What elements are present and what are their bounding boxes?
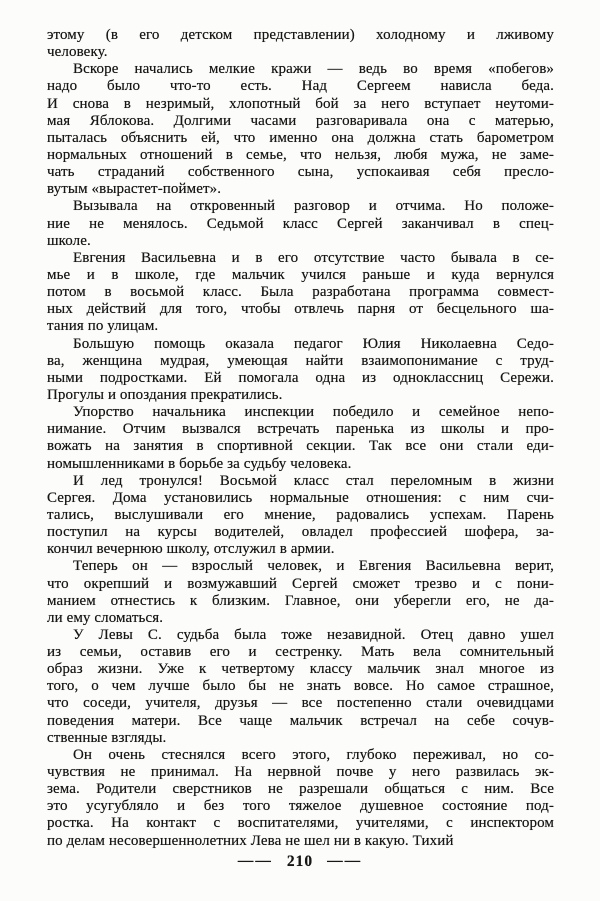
paragraph bbox=[47, 250, 554, 336]
paragraph bbox=[47, 627, 554, 747]
text-line: пыталась объяснить ей, что именно она должна стать барометром bbox=[47, 129, 554, 146]
page-text bbox=[47, 27, 554, 850]
text-line: ние не менялось. Седьмой класс Сергей заканчивал в спец- bbox=[47, 215, 554, 232]
text-line: номышленниками в борьбе за судьбу человека. bbox=[47, 455, 352, 472]
text-line: нормальных отношений в семье, что нельзя, любя мужа, не заме- bbox=[47, 146, 554, 163]
text-line: тания по улицам. bbox=[47, 318, 159, 335]
text-line: по делам несовершеннолетних Лева не шел ни в какую. Тихий bbox=[47, 832, 454, 849]
text-line: что соседи, учителя, друзья — все постепенно стали очевидцами bbox=[47, 695, 554, 712]
text-line: из семьи, оставив его и сестренку. Мать вела сомнительный bbox=[47, 644, 554, 661]
text-line: зема. Родители сверстников не разрешали общаться с ним. Все bbox=[47, 781, 554, 798]
paragraph bbox=[47, 27, 554, 61]
text-line: Вызывала на откровенный разговор и отчима. Но положе- bbox=[73, 198, 554, 215]
paragraph bbox=[47, 404, 554, 473]
text-line: нимание. Отчим вызвался встречать паренька из школы и про- bbox=[47, 421, 554, 438]
text-line: И снова в незримый, хлопотный бой за него вступает неутоми- bbox=[47, 95, 554, 112]
text-line: Большую помощь оказала педагог Юлия Николаевна Седо- bbox=[73, 335, 554, 352]
text-line: Он очень стеснялся всего этого, глубоко переживал, но со- bbox=[73, 746, 554, 763]
text-line: И лед тронулся! Восьмой класс стал переломным в жизни bbox=[73, 472, 554, 489]
text-line: поступил на курсы водителей, овладел профессией шофера, за- bbox=[47, 524, 554, 541]
text-line: Упорство начальника инспекции победило и семейное непо- bbox=[73, 404, 554, 421]
text-line: чувствия не принимал. На нервной почве у него развилась эк- bbox=[47, 764, 554, 781]
text-line: ва, женщина мудрая, умеющая найти взаимопонимание с труд- bbox=[47, 352, 554, 369]
text-line: поведения матери. Все чаще мальчик встречал на себе сочув- bbox=[47, 712, 554, 729]
paragraph bbox=[47, 558, 554, 627]
paragraph bbox=[47, 473, 554, 559]
text-line: образ жизни. Уже к четвертому классу мальчик знал многое из bbox=[47, 661, 554, 678]
text-line: этому (в его детском представлении) холодному и лживому bbox=[47, 27, 554, 43]
text-line: вутым «вырастет-поймет». bbox=[47, 181, 222, 198]
text-line: что окрепший и возмужавший Сергей сможет трезво и с пони- bbox=[47, 575, 554, 592]
text-line: школе. bbox=[47, 232, 91, 249]
text-line: чать страданий собственного сына, успокаивая себя пресло- bbox=[47, 164, 554, 181]
text-line: ных действий для того, чтобы отвлечь парня от бесцельного ша- bbox=[47, 301, 554, 318]
text-line: Прогулы и опоздания прекратились. bbox=[47, 386, 283, 403]
paragraph bbox=[47, 61, 554, 198]
text-line: тались, выслушивали его мнение, радовались успехам. Парень bbox=[47, 506, 554, 523]
text-line: ственные взгляды. bbox=[47, 729, 167, 746]
text-line: человеку. bbox=[47, 44, 108, 61]
text-line: того, о чем лучше было бы не знать вовсе. Но самое страшное, bbox=[47, 678, 554, 695]
page-number: 210 bbox=[286, 853, 314, 870]
text-line: манием отнестись к близким. Главное, они уберегли его, не да- bbox=[47, 592, 554, 609]
text-line: надо было что-то есть. Над Сергеем нависла беда. bbox=[47, 78, 554, 95]
text-line: вожать на занятия в спортивной секции. Так все они стали еди- bbox=[47, 438, 554, 455]
text-line: Вскоре начались мелкие кражи — ведь во время «побегов» bbox=[73, 61, 554, 78]
footer-dash-right: —— bbox=[327, 852, 363, 869]
paragraph bbox=[47, 198, 554, 249]
text-line: Евгения Васильевна и в его отсутствие часто бывала в се- bbox=[73, 249, 554, 266]
paragraph bbox=[47, 747, 554, 850]
footer-dash-left: —— bbox=[237, 852, 273, 869]
text-line: У Левы С. судьба была тоже незавидной. Отец давно ушел bbox=[73, 626, 554, 643]
text-line: Сергея. Дома установились нормальные отношения: с ним счи- bbox=[47, 489, 554, 506]
paragraph bbox=[47, 336, 554, 405]
text-line: мье и в школе, где мальчик учился раньше и куда вернулся bbox=[47, 266, 554, 283]
text-line: Теперь он — взрослый человек, и Евгения Васильевна верит, bbox=[73, 558, 554, 575]
text-line: потом в восьмой класс. Была разработана программа совмест- bbox=[47, 284, 554, 301]
text-line: ными подростками. Ей помогала одна из одноклассниц Сережи. bbox=[47, 369, 554, 386]
text-line: мая Яблокова. Долгими часами разговаривала она с матерью, bbox=[47, 112, 554, 129]
page-footer bbox=[0, 851, 600, 873]
text-line: кончил вечернюю школу, отслужил в армии. bbox=[47, 541, 335, 558]
text-line: это усугубляло и без того тяжелое душевное состояние под- bbox=[47, 798, 554, 815]
text-line: ли ему сломаться. bbox=[47, 609, 164, 626]
text-line: ростка. На контакт с воспитателями, учителями, с инспектором bbox=[47, 815, 554, 832]
